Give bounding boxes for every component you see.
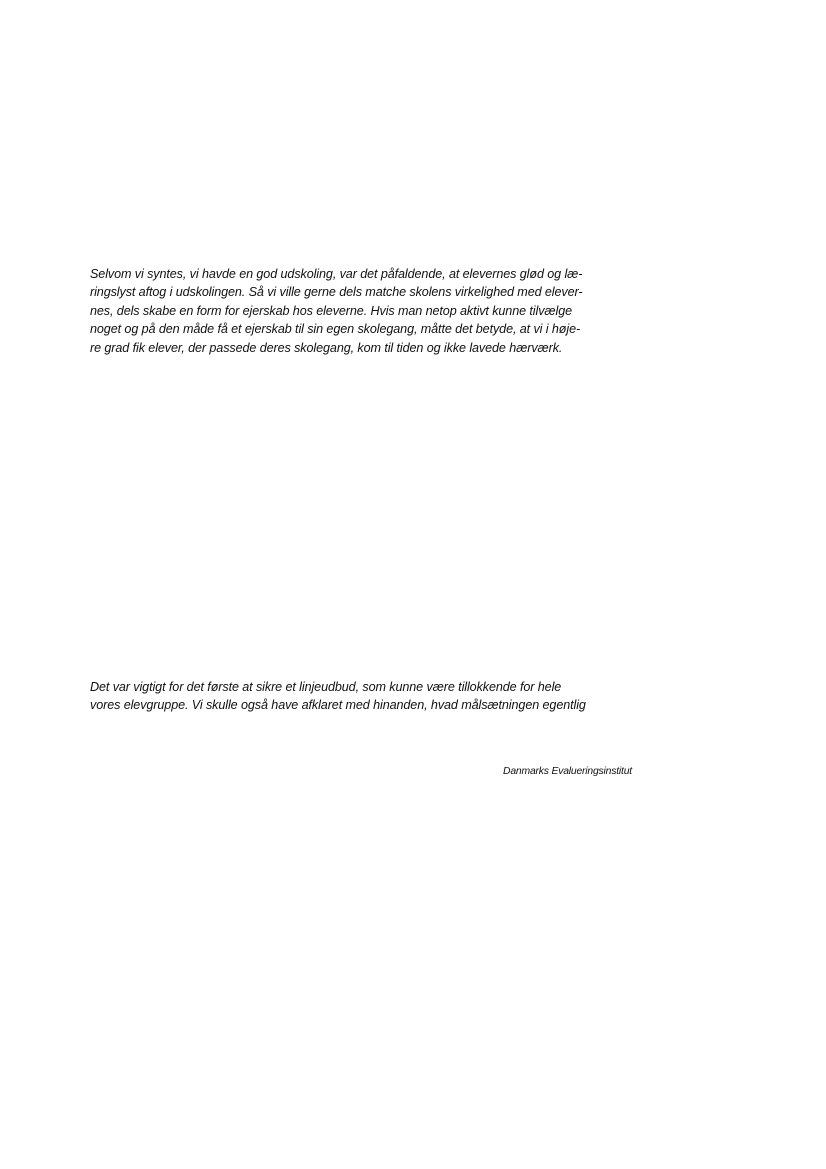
- quote-2-line: Det var vigtigt for det første at sikre et linjeudbud, som kunne være tillokkende for hele: [90, 680, 562, 694]
- quote-1-line: ringslyst aftog i udskolingen. Så vi ville gerne dels matche skolens virkelighed med elever-: [90, 285, 583, 300]
- quote-1-line: re grad fik elever, der passede deres skolegang, kom til tiden og ikke lavede hærværk.: [90, 340, 563, 355]
- quote-1-line: nes, dels skabe en form for ejerskab hos eleverne. Hvis man netop aktivt kunne tilvælge: [90, 303, 573, 318]
- quote-1-line: noget og på den måde få et ejerskab til sin egen skolegang, måtte det betyde, at vi i høje-: [90, 322, 581, 337]
- publisher-label: Danmarks Evalueringsinstitut: [503, 766, 632, 777]
- quote-2-line: vores elevgruppe. Vi skulle også have afklaret med hinanden, hvad målsætningen egentlig: [90, 698, 586, 713]
- quote-1-line: Selvom vi syntes, vi havde en god udskoling, var det påfaldende, at elevernes glød og læ-: [90, 267, 583, 281]
- quote-paragraph-1: [90, 265, 650, 357]
- quote-paragraph-2: [90, 678, 650, 715]
